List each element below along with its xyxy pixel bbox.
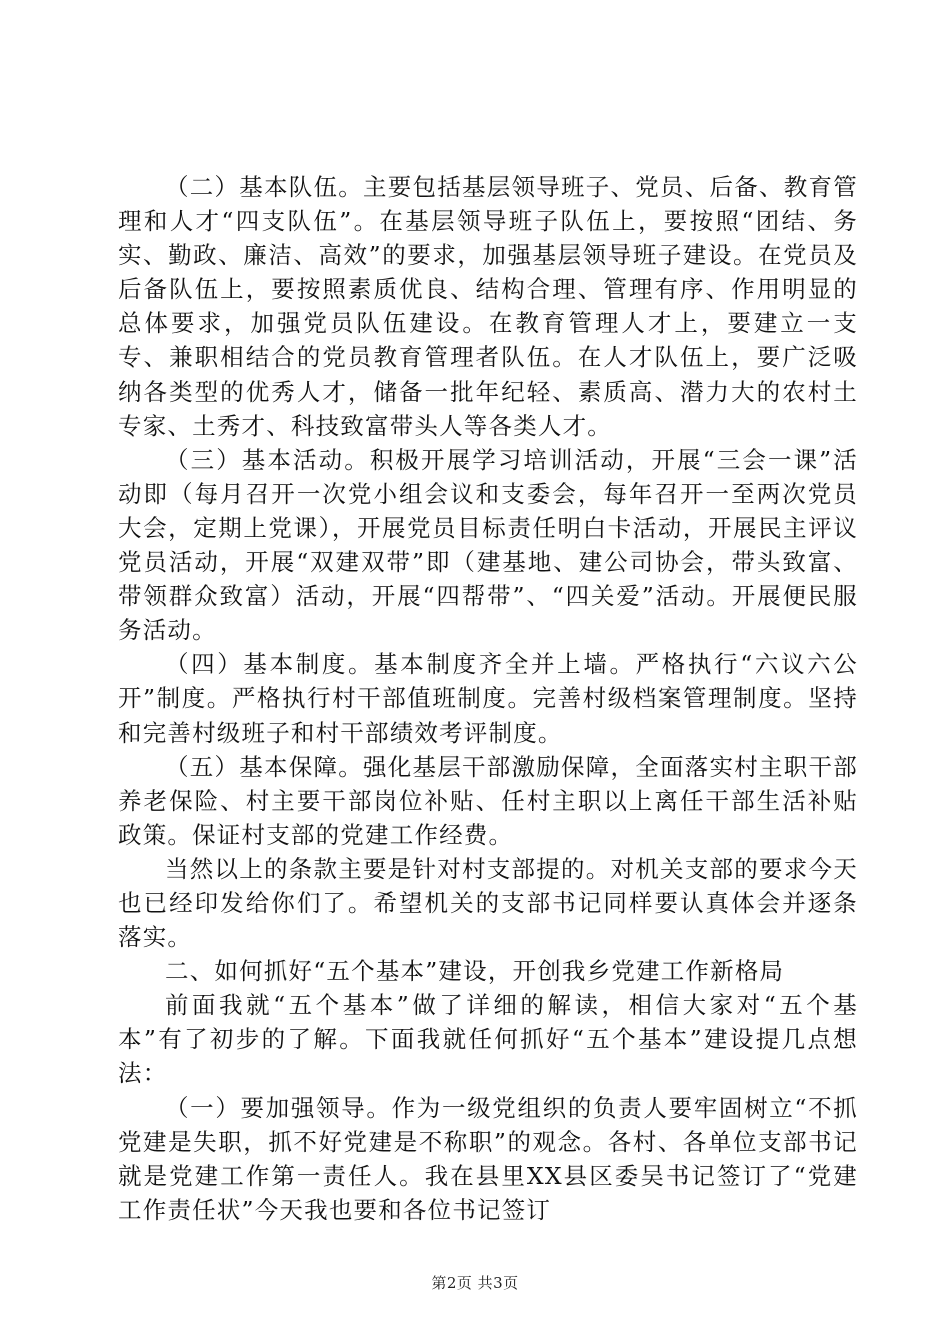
paragraph-basic-team: （二）基本队伍。主要包括基层领导班子、党员、后备、教育管理和人才“四支队伍”。在基层领导班子队伍上，要按照“团结、务实、勤政、廉洁、高效”的要求，加强基层领导班子建设。在党员及后备队伍上，要按照素质优良、结构合理、管理有序、作用明显的总体要求，加强党员队伍建设。在教育管理人才上，要建立一支专、兼职相结合的党员教育管理者队伍。在人才队伍上，要广泛吸纳各类型的优秀人才，储备一批年纪轻、素质高、潜力大的农村土专家、土秀才、科技致富带头人等各类人才。 <box>118 173 858 440</box>
paragraph-strengthen-leadership: （一）要加强领导。作为一级党组织的负责人要牢固树立“不抓党建是失职，抓不好党建是不称职”的观念。各村、各单位支部书记就是党建工作第一责任人。我在县里XX县区委吴书记签订了“党建工作责任状”今天我也要和各位书记签订 <box>118 1093 858 1224</box>
paragraph-basic-activities: （三）基本活动。积极开展学习培训活动，开展“三会一课”活动即（每月召开一次党小组会议和支委会，每年召开一至两次党员大会，定期上党课），开展党员目标责任明白卡活动，开展民主评议党员活动，开展“双建双带”即（建基地、建公司协会，带头致富、带领群众致富）活动，开展“四帮带”、“四关爱”活动。开展便民服务活动。 <box>118 445 858 645</box>
document-body <box>118 170 858 1227</box>
paragraph-office-branch-note: 当然以上的条款主要是针对村支部提的。对机关支部的要求今天也已经印发给你们了。希望机关的支部书记同样要认真体会并逐条落实。 <box>118 854 858 952</box>
section-heading-two: 二、如何抓好“五个基本”建设，开创我乡党建工作新格局 <box>165 957 785 986</box>
paragraph-intro-ideas: 前面我就“五个基本”做了详细的解读，相信大家对“五个基本”有了初步的了解。下面我就任何抓好“五个基本”建设提几点想法： <box>118 991 858 1088</box>
page-number-footer: 第2页 共3页 <box>431 1274 519 1292</box>
paragraph-basic-guarantee: （五）基本保障。强化基层干部激励保障，全面落实村主职干部养老保险、村主要干部岗位补贴、任村主职以上离任干部生活补贴政策。保证村支部的党建工作经费。 <box>118 752 858 849</box>
paragraph-basic-system: （四）基本制度。基本制度齐全并上墙。严格执行“六议六公开”制度。严格执行村干部值班制度。完善村级档案管理制度。坚持和完善村级班子和村干部绩效考评制度。 <box>118 650 858 747</box>
